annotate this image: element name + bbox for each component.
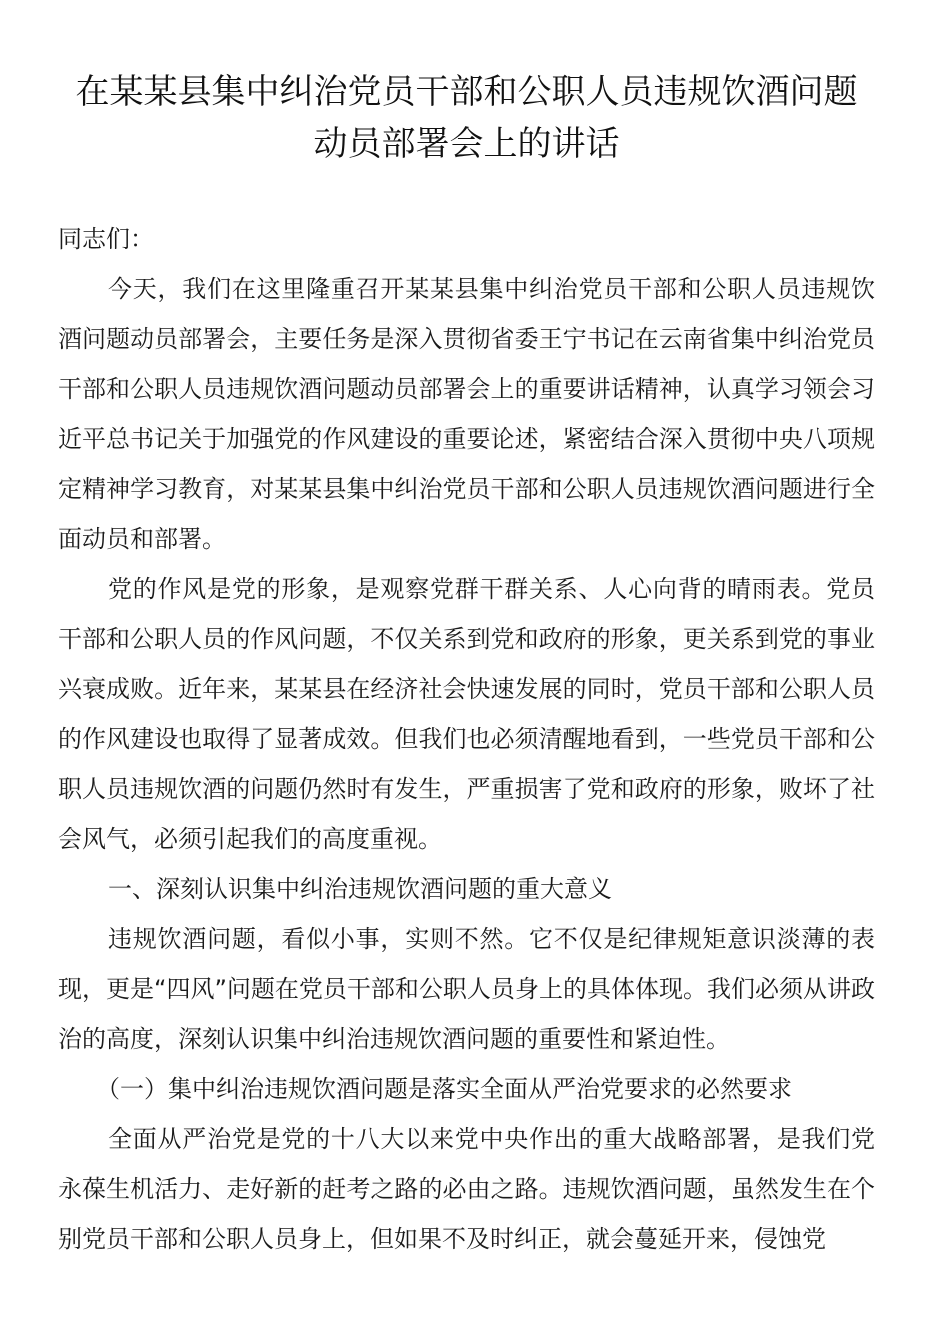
section-heading-1: 一、深刻认识集中纠治违规饮酒问题的重大意义 (108, 875, 612, 903)
title-line-2: 动员部署会上的讲话 (313, 124, 620, 164)
document-title (58, 0, 875, 170)
subsection-heading-1: （一）集中纠治违规饮酒问题是落实全面从严治党要求的必然要求 (96, 1075, 792, 1103)
paragraph-style-importance: 党的作风是党的形象，是观察党群干群关系、人心向背的晴雨表。党员干部和公职人员的作风问题，不仅关系到党和政府的形象，更关系到党的事业兴衰成败。近年来，某某县在经济社会快速发展的同时，党员干部和公职人员的作风建设也取得了显著成效。但我们也必须清醒地看到，一些党员干部和公职人员违规饮酒的问题仍然时有发生，严重损害了党和政府的形象，败坏了社会风气，必须引起我们的高度重视。 (58, 575, 875, 853)
title-line-1: 在某某县集中纠治党员干部和公职人员违规饮酒问题 (75, 72, 858, 112)
salutation: 同志们： (58, 225, 154, 253)
paragraph-section-1-intro: 违规饮酒问题，看似小事，实则不然。它不仅是纪律规矩意识淡薄的表现，更是“四风”问题在党员干部和公职人员身上的具体体现。我们必须从讲政治的高度，深刻认识集中纠治违规饮酒问题的重要性和紧迫性。 (58, 925, 875, 1053)
document-body (58, 214, 875, 1264)
paragraph-opening: 今天，我们在这里隆重召开某某县集中纠治党员干部和公职人员违规饮酒问题动员部署会，主要任务是深入贯彻省委王宁书记在云南省集中纠治党员干部和公职人员违规饮酒问题动员部署会上的重要讲话精神，认真学习领会习近平总书记关于加强党的作风建设的重要论述，紧密结合深入贯彻中央八项规定精神学习教育，对某某县集中纠治党员干部和公职人员违规饮酒问题进行全面动员和部署。 (58, 275, 875, 553)
paragraph-subsection-1: 全面从严治党是党的十八大以来党中央作出的重大战略部署，是我们党永葆生机活力、走好新的赶考之路的必由之路。违规饮酒问题，虽然发生在个别党员干部和公职人员身上，但如果不及时纠正，就会蔓延开来，侵蚀党 (58, 1125, 875, 1253)
